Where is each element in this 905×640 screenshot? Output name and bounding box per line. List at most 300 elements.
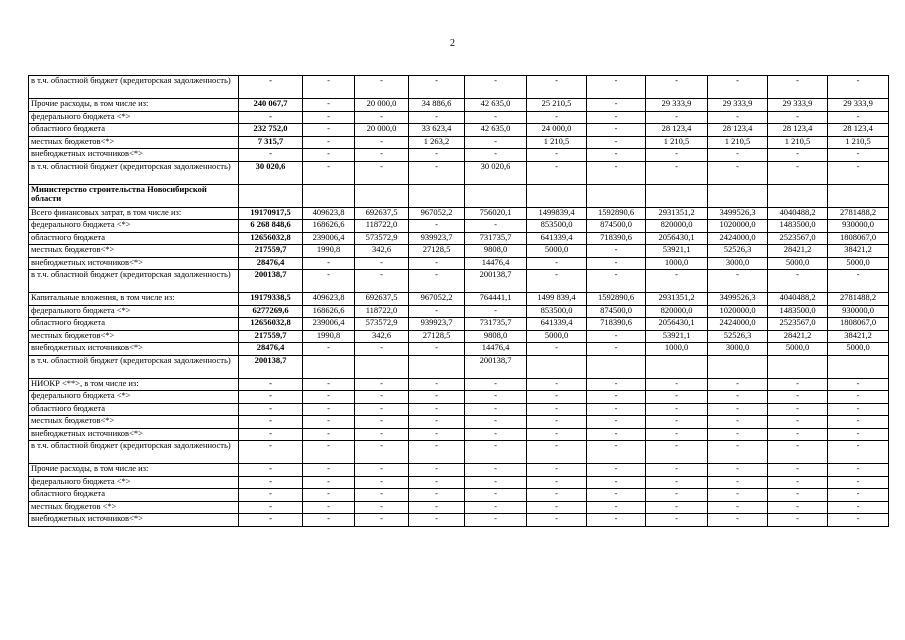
total-cell: - (239, 76, 303, 99)
table-row (29, 245, 889, 258)
value-cell: - (646, 149, 708, 162)
value-cell: - (355, 464, 409, 477)
table-row (29, 257, 889, 270)
row-label: федерального бюджета <*> (29, 391, 239, 404)
value-cell: 874500,0 (587, 220, 646, 233)
value-cell: 28 123,4 (708, 124, 768, 137)
value-cell: 25 210,5 (527, 99, 587, 112)
row-label: Прочие расходы, в том числе из: (29, 99, 239, 112)
value-cell: - (768, 428, 828, 441)
value-cell: - (465, 391, 527, 404)
row-label: Капитальные вложения, в том числе из: (29, 293, 239, 306)
value-cell: - (587, 76, 646, 99)
value-cell: 118722,0 (355, 220, 409, 233)
value-cell: - (646, 391, 708, 404)
value-cell: 5000,0 (828, 343, 889, 356)
budget-table (28, 75, 889, 527)
value-cell: 409623,8 (303, 293, 355, 306)
value-cell: - (465, 136, 527, 149)
table-body (29, 76, 889, 527)
row-label: областного бюджета (29, 318, 239, 331)
value-cell: 239006,4 (303, 318, 355, 331)
value-cell: - (355, 111, 409, 124)
value-cell: - (646, 416, 708, 429)
table-row (29, 330, 889, 343)
value-cell: 1592890,6 (587, 293, 646, 306)
value-cell: - (708, 416, 768, 429)
value-cell: 30 020,6 (465, 161, 527, 184)
value-cell: 34 886,6 (409, 99, 465, 112)
value-cell: - (587, 330, 646, 343)
value-cell (646, 184, 708, 207)
value-cell (303, 355, 355, 378)
value-cell: 4040488,2 (768, 293, 828, 306)
value-cell: 1499 839,4 (527, 293, 587, 306)
table-row (29, 501, 889, 514)
value-cell: 9808,0 (465, 330, 527, 343)
value-cell: - (303, 489, 355, 502)
value-cell (303, 184, 355, 207)
value-cell: - (708, 378, 768, 391)
value-cell: - (708, 489, 768, 502)
value-cell: 939923,7 (409, 318, 465, 331)
value-cell: - (828, 378, 889, 391)
value-cell: - (708, 464, 768, 477)
value-cell: 24 000,0 (527, 124, 587, 137)
value-cell: - (409, 476, 465, 489)
value-cell: - (828, 441, 889, 464)
value-cell: 1808067,0 (828, 232, 889, 245)
row-label: Всего финансовых затрат, в том числе из: (29, 207, 239, 220)
value-cell: - (527, 464, 587, 477)
total-cell: - (239, 149, 303, 162)
value-cell: - (587, 391, 646, 404)
total-cell: - (239, 378, 303, 391)
value-cell: - (646, 111, 708, 124)
total-cell: - (239, 514, 303, 527)
row-label: областного бюджета (29, 232, 239, 245)
value-cell: - (465, 305, 527, 318)
total-cell (239, 184, 303, 207)
table-row (29, 378, 889, 391)
total-cell: - (239, 416, 303, 429)
value-cell: 42 635,0 (465, 124, 527, 137)
row-label: внебюджетных источников<*> (29, 428, 239, 441)
value-cell (828, 355, 889, 378)
value-cell: - (587, 136, 646, 149)
section-header-row (29, 184, 889, 207)
value-cell: - (303, 378, 355, 391)
value-cell: 1808067,0 (828, 318, 889, 331)
value-cell: 1000,0 (646, 343, 708, 356)
value-cell: - (708, 149, 768, 162)
value-cell: - (303, 149, 355, 162)
value-cell: - (303, 99, 355, 112)
value-cell: 573572,9 (355, 318, 409, 331)
value-cell: - (527, 501, 587, 514)
value-cell: 1990,8 (303, 330, 355, 343)
value-cell: - (527, 343, 587, 356)
value-cell: - (768, 378, 828, 391)
value-cell: 2523567,0 (768, 318, 828, 331)
value-cell: - (768, 161, 828, 184)
value-cell: 2056430,1 (646, 318, 708, 331)
value-cell: 20 000,0 (355, 124, 409, 137)
value-cell: 27128,5 (409, 330, 465, 343)
value-cell: - (828, 489, 889, 502)
table-row (29, 293, 889, 306)
value-cell: 820000,0 (646, 220, 708, 233)
value-cell: - (587, 403, 646, 416)
value-cell: 27128,5 (409, 245, 465, 258)
value-cell: - (527, 476, 587, 489)
value-cell: - (355, 257, 409, 270)
row-label: Прочие расходы, в том числе из: (29, 464, 239, 477)
value-cell: - (527, 257, 587, 270)
value-cell: - (587, 270, 646, 293)
table-row (29, 464, 889, 477)
value-cell: - (708, 76, 768, 99)
value-cell: - (303, 403, 355, 416)
value-cell: 5000,0 (828, 257, 889, 270)
value-cell: 5000,0 (527, 245, 587, 258)
value-cell: 2931351,2 (646, 293, 708, 306)
table-row (29, 232, 889, 245)
value-cell: - (646, 441, 708, 464)
value-cell: - (355, 270, 409, 293)
value-cell: - (355, 441, 409, 464)
row-label: федерального бюджета <*> (29, 111, 239, 124)
value-cell: - (768, 464, 828, 477)
value-cell: 5000,0 (768, 343, 828, 356)
value-cell: 3000,0 (708, 343, 768, 356)
value-cell: - (708, 441, 768, 464)
value-cell: - (465, 416, 527, 429)
table-row (29, 111, 889, 124)
value-cell: - (708, 111, 768, 124)
value-cell: - (587, 245, 646, 258)
value-cell: - (465, 441, 527, 464)
table-row (29, 124, 889, 137)
total-cell: - (239, 476, 303, 489)
value-cell: - (646, 464, 708, 477)
value-cell: - (527, 76, 587, 99)
value-cell: - (828, 161, 889, 184)
value-cell: - (303, 416, 355, 429)
value-cell: 239006,4 (303, 232, 355, 245)
value-cell (527, 184, 587, 207)
value-cell: 2056430,1 (646, 232, 708, 245)
value-cell: 731735,7 (465, 318, 527, 331)
value-cell: - (587, 161, 646, 184)
value-cell: - (708, 514, 768, 527)
value-cell: - (646, 161, 708, 184)
value-cell: - (587, 124, 646, 137)
value-cell: - (768, 416, 828, 429)
value-cell: 2781488,2 (828, 293, 889, 306)
value-cell: - (587, 257, 646, 270)
value-cell: 5000,0 (768, 257, 828, 270)
total-cell: 19179338,5 (239, 293, 303, 306)
table-row (29, 416, 889, 429)
value-cell: 2781488,2 (828, 207, 889, 220)
value-cell: - (409, 76, 465, 99)
total-cell: 6277269,6 (239, 305, 303, 318)
value-cell: - (828, 149, 889, 162)
total-cell: 30 020,6 (239, 161, 303, 184)
value-cell: 14476,4 (465, 257, 527, 270)
value-cell: 28421,2 (768, 330, 828, 343)
row-label: местных бюджетов<*> (29, 416, 239, 429)
value-cell: - (303, 441, 355, 464)
value-cell: - (465, 464, 527, 477)
value-cell (409, 184, 465, 207)
value-cell: 33 623,4 (409, 124, 465, 137)
table-row (29, 207, 889, 220)
value-cell: - (465, 149, 527, 162)
value-cell: - (355, 391, 409, 404)
value-cell: - (355, 403, 409, 416)
value-cell: - (646, 428, 708, 441)
total-cell: 19170917,5 (239, 207, 303, 220)
value-cell: - (768, 76, 828, 99)
total-cell: 232 752,0 (239, 124, 303, 137)
total-cell: 28476,4 (239, 257, 303, 270)
value-cell: - (646, 403, 708, 416)
value-cell: - (646, 378, 708, 391)
value-cell: - (409, 464, 465, 477)
row-label: местных бюджетов<*> (29, 245, 239, 258)
value-cell: - (587, 441, 646, 464)
table-row (29, 391, 889, 404)
value-cell: - (768, 476, 828, 489)
value-cell: - (527, 416, 587, 429)
value-cell (587, 184, 646, 207)
value-cell: - (355, 378, 409, 391)
value-cell: - (646, 270, 708, 293)
value-cell: - (527, 111, 587, 124)
value-cell: - (527, 403, 587, 416)
value-cell: 692637,5 (355, 293, 409, 306)
value-cell (708, 355, 768, 378)
value-cell: - (527, 161, 587, 184)
value-cell: - (303, 391, 355, 404)
page-number: 2 (450, 38, 455, 49)
total-cell: 7 315,7 (239, 136, 303, 149)
value-cell: - (409, 441, 465, 464)
table-row (29, 99, 889, 112)
row-label: Министерство строительства Новосибирской области (29, 184, 239, 207)
value-cell: 200138,7 (465, 270, 527, 293)
value-cell: 38421,2 (828, 245, 889, 258)
value-cell: 1 210,5 (708, 136, 768, 149)
value-cell: 29 333,9 (768, 99, 828, 112)
total-cell: - (239, 403, 303, 416)
value-cell: - (828, 391, 889, 404)
value-cell: 1020000,0 (708, 305, 768, 318)
value-cell (587, 355, 646, 378)
value-cell: 52526,3 (708, 245, 768, 258)
value-cell: - (303, 514, 355, 527)
value-cell: - (409, 489, 465, 502)
value-cell: - (303, 343, 355, 356)
value-cell: 1020000,0 (708, 220, 768, 233)
value-cell: 28 123,4 (768, 124, 828, 137)
value-cell: 930000,0 (828, 220, 889, 233)
value-cell: - (355, 514, 409, 527)
value-cell: - (587, 428, 646, 441)
value-cell: - (646, 476, 708, 489)
value-cell: - (465, 76, 527, 99)
value-cell: - (708, 403, 768, 416)
table-row (29, 270, 889, 293)
value-cell: - (355, 428, 409, 441)
total-cell: - (239, 501, 303, 514)
value-cell: 9808,0 (465, 245, 527, 258)
row-label: федерального бюджета <*> (29, 476, 239, 489)
value-cell: - (527, 149, 587, 162)
total-cell: - (239, 489, 303, 502)
value-cell: - (768, 391, 828, 404)
value-cell: - (527, 270, 587, 293)
value-cell: 641339,4 (527, 318, 587, 331)
row-label: в т.ч. областной бюджет (кредиторская задолженность) (29, 76, 239, 99)
value-cell: 718390,6 (587, 232, 646, 245)
value-cell: 1 210,5 (828, 136, 889, 149)
value-cell: - (303, 428, 355, 441)
value-cell: 967052,2 (409, 207, 465, 220)
value-cell: 939923,7 (409, 232, 465, 245)
value-cell: - (828, 403, 889, 416)
value-cell: 1990,8 (303, 245, 355, 258)
value-cell: - (828, 111, 889, 124)
value-cell: - (828, 416, 889, 429)
table-row (29, 514, 889, 527)
value-cell: - (768, 403, 828, 416)
value-cell: - (828, 514, 889, 527)
value-cell: - (587, 514, 646, 527)
value-cell: 29 333,9 (646, 99, 708, 112)
value-cell: 5000,0 (527, 330, 587, 343)
value-cell: - (708, 476, 768, 489)
value-cell: - (465, 428, 527, 441)
value-cell: - (708, 391, 768, 404)
value-cell: - (355, 416, 409, 429)
total-cell: 217559,7 (239, 330, 303, 343)
value-cell: 692637,5 (355, 207, 409, 220)
value-cell: - (465, 514, 527, 527)
value-cell: - (355, 489, 409, 502)
table-row (29, 220, 889, 233)
table-row (29, 136, 889, 149)
value-cell: - (527, 514, 587, 527)
value-cell: 20 000,0 (355, 99, 409, 112)
total-cell: 12656032,8 (239, 318, 303, 331)
value-cell: - (409, 428, 465, 441)
value-cell (355, 184, 409, 207)
value-cell: - (587, 416, 646, 429)
value-cell: - (355, 501, 409, 514)
value-cell: - (409, 391, 465, 404)
value-cell: 1 210,5 (646, 136, 708, 149)
total-cell: - (239, 111, 303, 124)
total-cell: 12656032,8 (239, 232, 303, 245)
value-cell: 28421,2 (768, 245, 828, 258)
value-cell: 1 210,5 (527, 136, 587, 149)
value-cell: - (409, 161, 465, 184)
value-cell: 2424000,0 (708, 318, 768, 331)
value-cell: 3499526,3 (708, 207, 768, 220)
value-cell: - (587, 378, 646, 391)
value-cell: - (303, 161, 355, 184)
value-cell: - (768, 441, 828, 464)
value-cell: - (708, 428, 768, 441)
value-cell: - (409, 343, 465, 356)
value-cell: 1483500,0 (768, 305, 828, 318)
value-cell: - (409, 149, 465, 162)
value-cell: 52526,3 (708, 330, 768, 343)
value-cell: - (768, 501, 828, 514)
value-cell: - (768, 111, 828, 124)
value-cell: - (355, 161, 409, 184)
value-cell: - (355, 149, 409, 162)
value-cell: - (409, 378, 465, 391)
value-cell: - (708, 501, 768, 514)
total-cell: 240 067,7 (239, 99, 303, 112)
value-cell: - (587, 99, 646, 112)
table-row (29, 305, 889, 318)
value-cell: 3000,0 (708, 257, 768, 270)
value-cell: 4040488,2 (768, 207, 828, 220)
table-row (29, 476, 889, 489)
value-cell: 29 333,9 (708, 99, 768, 112)
value-cell (646, 355, 708, 378)
total-cell: 217559,7 (239, 245, 303, 258)
row-label: НИОКР <**>, в том числе из: (29, 378, 239, 391)
row-label: областного бюджета (29, 124, 239, 137)
value-cell (828, 184, 889, 207)
value-cell: 342,6 (355, 245, 409, 258)
table-row (29, 355, 889, 378)
value-cell: 1592890,6 (587, 207, 646, 220)
value-cell: - (303, 501, 355, 514)
value-cell: 409623,8 (303, 207, 355, 220)
value-cell: - (303, 111, 355, 124)
row-label: местных бюджетов<*> (29, 330, 239, 343)
value-cell: 756020,1 (465, 207, 527, 220)
value-cell: 3499526,3 (708, 293, 768, 306)
value-cell: - (828, 428, 889, 441)
value-cell: - (828, 464, 889, 477)
row-label: внебюджетных источников<*> (29, 343, 239, 356)
value-cell: 53921,1 (646, 245, 708, 258)
value-cell: - (708, 270, 768, 293)
value-cell: 14476,4 (465, 343, 527, 356)
value-cell (768, 355, 828, 378)
total-cell: 6 268 848,6 (239, 220, 303, 233)
table-row (29, 428, 889, 441)
value-cell: - (303, 136, 355, 149)
value-cell: - (303, 124, 355, 137)
value-cell: - (646, 489, 708, 502)
value-cell: - (527, 489, 587, 502)
value-cell: - (409, 270, 465, 293)
value-cell: 731735,7 (465, 232, 527, 245)
value-cell: 118722,0 (355, 305, 409, 318)
table-row (29, 441, 889, 464)
value-cell: 573572,9 (355, 232, 409, 245)
value-cell: - (303, 476, 355, 489)
